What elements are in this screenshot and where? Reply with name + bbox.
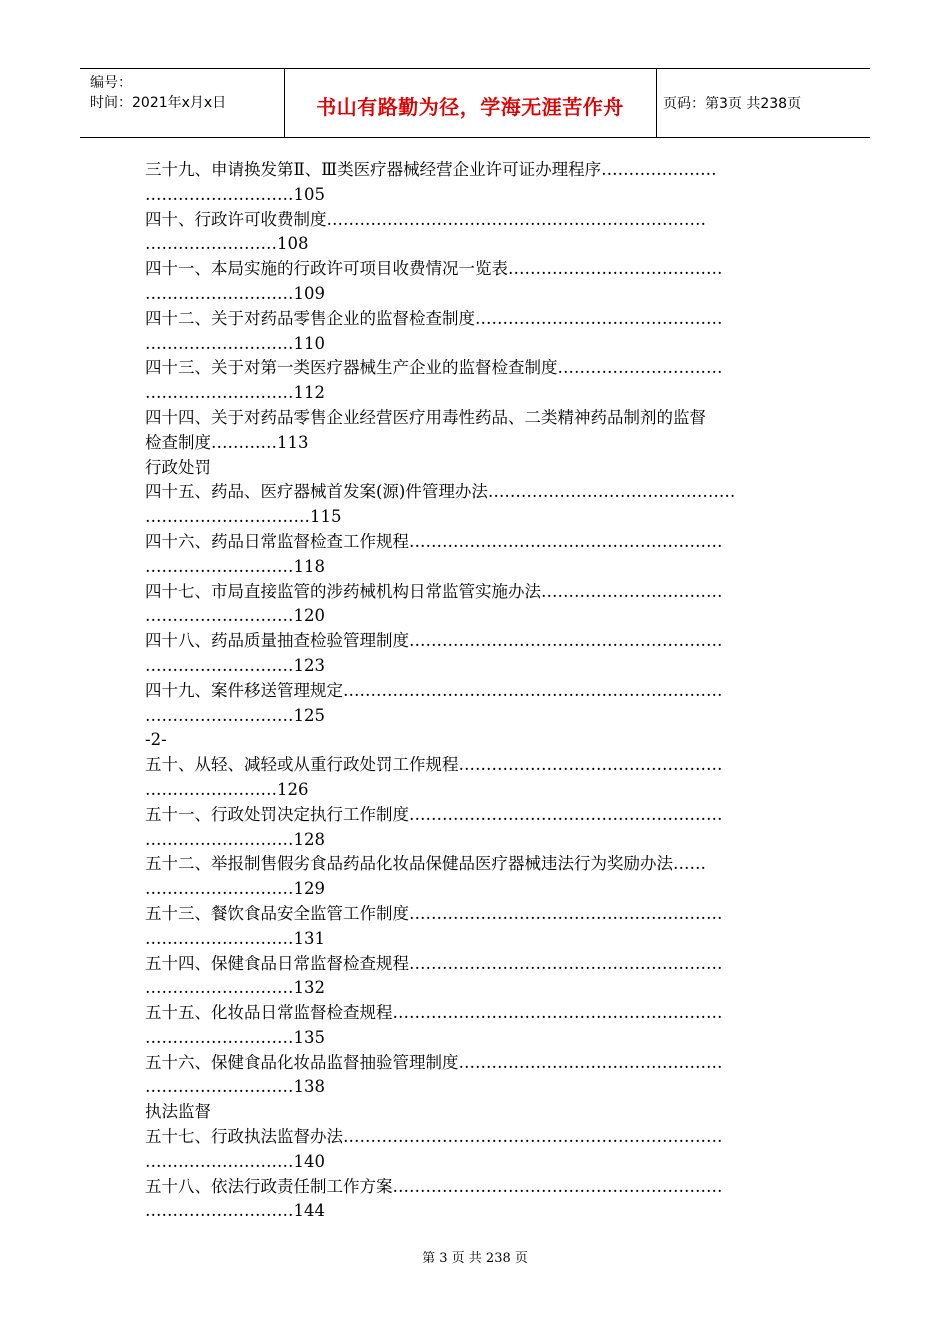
toc-entry-title: 四十九、案件移送管理规定…………………………………………………………… — [145, 680, 723, 700]
toc-entry-title: 五十六、保健食品化妆品监督抽验管理制度………………………………………… — [145, 1052, 723, 1072]
toc-entry — [145, 1125, 797, 1175]
toc-entry — [145, 852, 797, 902]
toc-entry-page: ………………………138 — [145, 1077, 325, 1097]
toc-entry-page: ………………………144 — [145, 1201, 325, 1221]
toc-entry — [145, 307, 797, 357]
toc-entry-page: ……………………108 — [145, 234, 309, 254]
toc-entry-title: 四十一、本局实施的行政许可项目收费情况一览表………………………………… — [145, 259, 723, 279]
toc-entry-page: 检查制度…………113 — [145, 432, 309, 452]
page-header — [80, 68, 870, 138]
toc-entry-page: ………………………109 — [145, 283, 325, 303]
toc-entry — [145, 1100, 797, 1125]
toc-entry-page: ………………………123 — [145, 655, 325, 675]
toc-entry-title: 执法监督 — [145, 1102, 211, 1122]
toc-entry-title: -2- — [145, 730, 167, 750]
toc-entry — [145, 356, 797, 406]
toc-entry-page: …………………………115 — [145, 507, 342, 527]
toc-entry-title: 五十三、餐饮食品安全监管工作制度………………………………………………… — [145, 903, 723, 923]
toc-entry-title: 五十一、行政处罚决定执行工作制度………………………………………………… — [145, 804, 723, 824]
toc-entry-title: 三十九、申请换发第Ⅱ、Ⅲ类医疗器械经营企业许可证办理程序………………… — [145, 160, 717, 179]
toc-entry — [145, 530, 797, 580]
toc-entry-page: ………………………131 — [145, 928, 325, 948]
toc-entry — [145, 629, 797, 679]
toc-entry-page: ………………………118 — [145, 556, 325, 576]
header-meta — [90, 73, 226, 113]
toc-entry — [145, 803, 797, 853]
toc-entry — [145, 728, 797, 753]
toc-entry-page: ………………………135 — [145, 1027, 325, 1047]
toc-entry — [145, 208, 797, 258]
toc-entry — [145, 679, 797, 729]
toc-entry-title: 五十五、化妆品日常监督检查规程…………………………………………………… — [145, 1003, 723, 1023]
toc-entry — [145, 257, 797, 307]
toc-entry-title: 四十四、关于对药品零售企业经营医疗用毒性药品、二类精神药品制剂的监督 — [145, 407, 706, 427]
toc-entry — [145, 952, 797, 1002]
toc-entry — [145, 456, 797, 481]
toc-entry-page: ………………………132 — [145, 978, 325, 998]
toc-entry — [145, 1051, 797, 1101]
toc-entry — [145, 1175, 797, 1225]
toc-entry-page: ………………………105 — [145, 184, 325, 204]
header-page-info: 页码：第3页 共238页 — [663, 96, 802, 112]
toc-entry — [145, 406, 797, 456]
toc-entry-page: ………………………125 — [145, 705, 325, 725]
toc-entry-title: 四十三、关于对第一类医疗器械生产企业的监督检查制度………………………… — [145, 358, 723, 378]
toc-entry-page: ……………………126 — [145, 779, 309, 799]
toc-entry-title: 五十、从轻、减轻或从重行政处罚工作规程………………………………………… — [145, 755, 723, 775]
toc-entry-page: ………………………112 — [145, 383, 325, 403]
toc-entry-title: 五十四、保健食品日常监督检查规程………………………………………………… — [145, 953, 723, 973]
toc-entry — [145, 753, 797, 803]
toc-entry-title: 四十八、药品质量抽查检验管理制度………………………………………………… — [145, 631, 723, 651]
toc-entry — [145, 1001, 797, 1051]
toc-entry-page: ………………………140 — [145, 1151, 325, 1171]
header-motto: 书山有路勤为径，学海无涯苦作舟 — [316, 95, 624, 119]
header-divider-right — [656, 69, 657, 137]
toc-entry-title: 五十七、行政执法监督办法…………………………………………………………… — [145, 1127, 723, 1147]
toc-entry-title: 四十六、药品日常监督检查工作规程………………………………………………… — [145, 531, 723, 551]
toc-entry-title: 四十七、市局直接监管的涉药械机构日常监管实施办法…………………………… — [145, 581, 723, 601]
toc-entry-title: 五十二、举报制售假劣食品药品化妆品保健品医疗器械违法行为奖励办法…… — [145, 854, 706, 874]
table-of-contents — [145, 158, 797, 1224]
header-date: 时间：2021年x月x日 — [90, 95, 227, 111]
toc-entry-page: ………………………120 — [145, 606, 325, 626]
toc-entry — [145, 158, 797, 208]
toc-entry-title: 四十五、药品、医疗器械首发案(源)件管理办法……………………………………… — [145, 482, 736, 502]
toc-entry-title: 四十、行政许可收费制度…………………………………………………………… — [145, 209, 706, 229]
toc-entry — [145, 902, 797, 952]
page-footer: 第 3 页 共 238 页 — [422, 1251, 528, 1266]
toc-entry-title: 行政处罚 — [145, 457, 211, 477]
toc-entry — [145, 480, 797, 530]
toc-entry-title: 五十八、依法行政责任制工作方案…………………………………………………… — [145, 1176, 723, 1196]
toc-entry-page: ………………………110 — [145, 333, 325, 353]
header-number-label: 编号： — [90, 75, 132, 91]
toc-entry — [145, 580, 797, 630]
toc-entry-title: 四十二、关于对药品零售企业的监督检查制度……………………………………… — [145, 308, 723, 328]
toc-entry-page: ………………………129 — [145, 879, 325, 899]
toc-entry-page: ………………………128 — [145, 829, 325, 849]
